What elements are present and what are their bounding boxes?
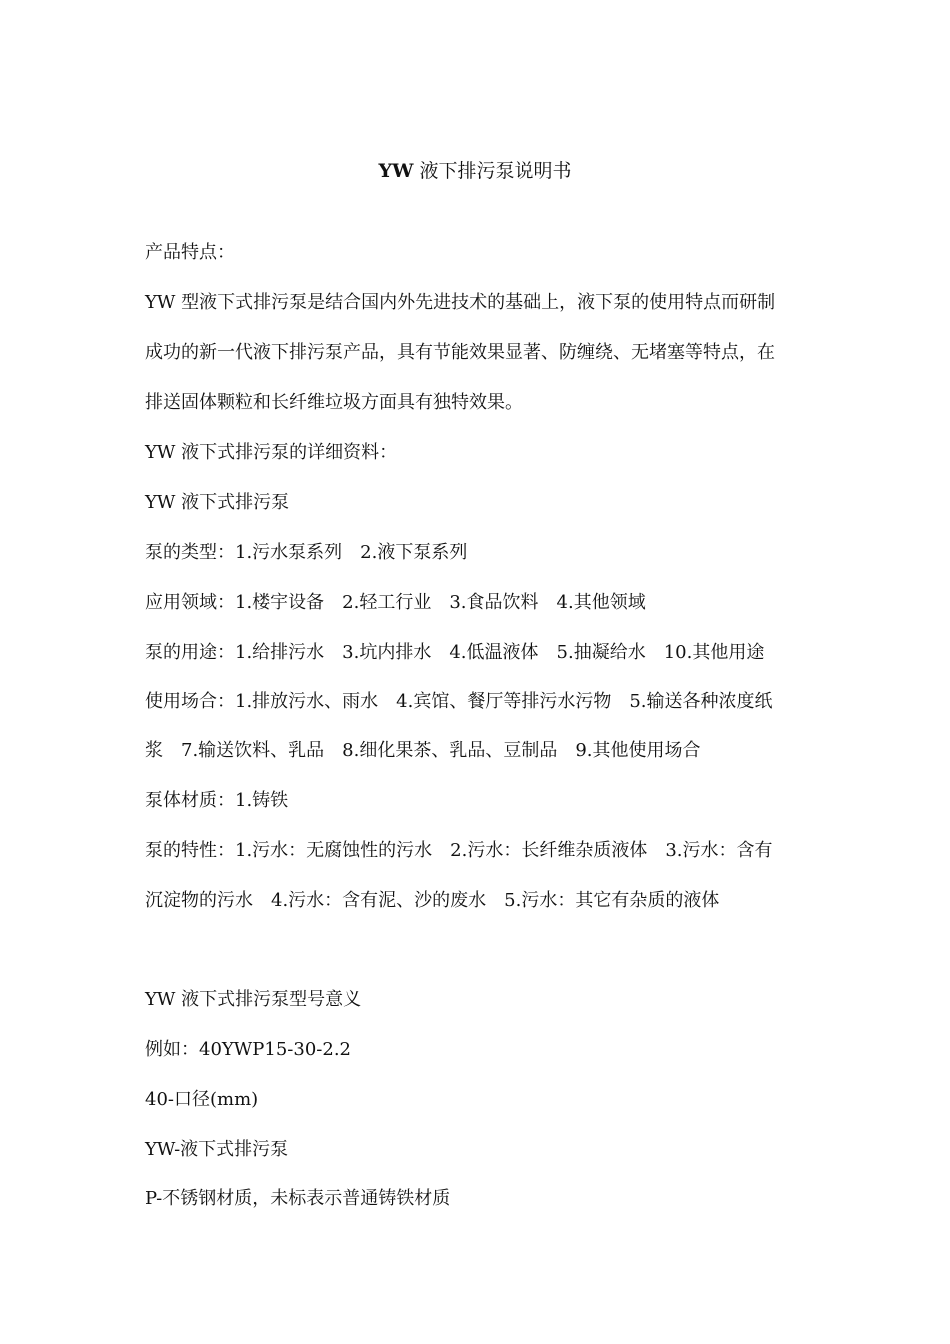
spec-usage-occasion-cont: 浆 7.输送饮料、乳品 8.细化果茶、乳品、豆制品 9.其他使用场合 <box>145 740 701 761</box>
model-part-type: YW-液下式排污泵 <box>145 1139 289 1160</box>
title-text: 液下排污泵说明书 <box>413 160 572 182</box>
paragraph-line: YW 型液下式排污泵是结合国内外先进技术的基础上，液下泵的使用特点而研制 <box>145 292 776 313</box>
spec-pump-type: 泵的类型：1.污水泵系列 2.液下泵系列 <box>145 542 468 563</box>
section-heading-model-meaning: YW 液下式排污泵型号意义 <box>145 989 362 1010</box>
title-model-code: YW <box>378 160 414 182</box>
document-title <box>0 158 950 184</box>
paragraph-line: 排送固体颗粒和长纤维垃圾方面具有独特效果。 <box>145 392 523 413</box>
model-example: 例如：40YWP15-30-2.2 <box>145 1039 351 1060</box>
spec-application-field: 应用领域：1.楼宇设备 2.轻工行业 3.食品饮料 4.其他领域 <box>145 592 646 613</box>
spec-pump-usage: 泵的用途：1.给排污水 3.坑内排水 4.低温液体 5.抽凝给水 10.其他用途 <box>145 642 765 663</box>
section-heading-features: 产品特点： <box>145 242 235 263</box>
product-name: YW 液下式排污泵 <box>145 492 290 513</box>
spec-body-material: 泵体材质：1.铸铁 <box>145 790 289 811</box>
model-part-material: P-不锈钢材质，未标表示普通铸铁材质 <box>145 1188 451 1209</box>
section-heading-details: YW 液下式排污泵的详细资料： <box>145 442 398 463</box>
paragraph-line: 成功的新一代液下排污泵产品，具有节能效果显著、防缠绕、无堵塞等特点，在 <box>145 342 775 363</box>
spec-usage-occasion: 使用场合：1.排放污水、雨水 4.宾馆、餐厅等排污水污物 5.输送各种浓度纸 <box>145 691 773 712</box>
spec-pump-characteristics-cont: 沉淀物的污水 4.污水：含有泥、沙的废水 5.污水：其它有杂质的液体 <box>145 890 720 911</box>
spec-pump-characteristics: 泵的特性：1.污水：无腐蚀性的污水 2.污水：长纤维杂质液体 3.污水：含有 <box>145 840 773 861</box>
model-part-diameter: 40-口径(mm) <box>145 1089 259 1110</box>
